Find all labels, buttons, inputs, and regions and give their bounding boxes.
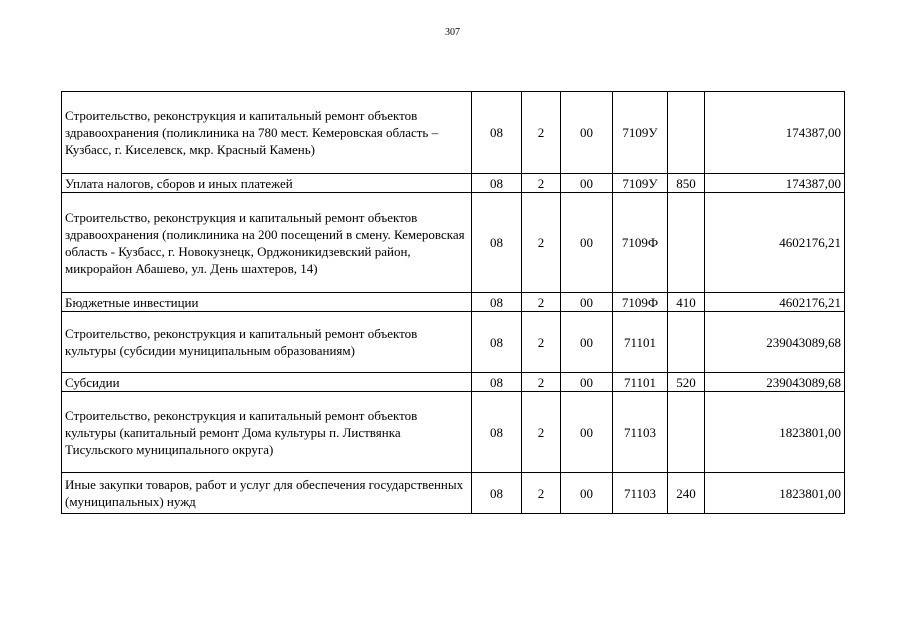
- amount: 174387,00: [705, 92, 845, 174]
- target-code: 7109У: [613, 174, 668, 193]
- program-code: 2: [522, 392, 561, 473]
- section-code: 08: [472, 373, 522, 392]
- row-name: Строительство, реконструкция и капитальный ремонт объектов культуры (субсидии муниципальным образованиям): [62, 312, 472, 373]
- subprogram-code: 00: [561, 193, 613, 293]
- target-code: 71103: [613, 473, 668, 514]
- section-code: 08: [472, 473, 522, 514]
- subprogram-code: 00: [561, 92, 613, 174]
- page-number: 307: [445, 27, 460, 38]
- expense-type-code: [668, 92, 705, 174]
- subprogram-code: 00: [561, 392, 613, 473]
- amount: 4602176,21: [705, 293, 845, 312]
- table-row: [62, 92, 845, 174]
- row-name: Бюджетные инвестиции: [62, 293, 472, 312]
- program-code: 2: [522, 174, 561, 193]
- amount: 239043089,68: [705, 373, 845, 392]
- target-code: 7109Ф: [613, 193, 668, 293]
- expense-type-code: 520: [668, 373, 705, 392]
- target-code: 71101: [613, 312, 668, 373]
- subprogram-code: 00: [561, 373, 613, 392]
- table-row: [62, 373, 845, 392]
- target-code: 7109Ф: [613, 293, 668, 312]
- row-name: Строительство, реконструкция и капитальный ремонт объектов здравоохранения (поликлиника на 780 мест. Кемеровская область – Кузбасс, г. Киселевск, мкр. Красный Камень): [62, 92, 472, 174]
- row-name: Строительство, реконструкция и капитальный ремонт объектов здравоохранения (поликлиника на 200 посещений в смену. Кемеровская область - Кузбасс, г. Новокузнецк, Орджоникидзевский район, микрорайон Абашево, ул. День шахтеров, 14): [62, 193, 472, 293]
- subprogram-code: 00: [561, 473, 613, 514]
- amount: 174387,00: [705, 174, 845, 193]
- program-code: 2: [522, 92, 561, 174]
- expense-type-code: 410: [668, 293, 705, 312]
- target-code: 71101: [613, 373, 668, 392]
- table-row: [62, 312, 845, 373]
- target-code: 7109У: [613, 92, 668, 174]
- section-code: 08: [472, 92, 522, 174]
- amount: 1823801,00: [705, 473, 845, 514]
- table-row: [62, 473, 845, 514]
- section-code: 08: [472, 312, 522, 373]
- section-code: 08: [472, 193, 522, 293]
- table-row: [62, 293, 845, 312]
- program-code: 2: [522, 473, 561, 514]
- expense-type-code: [668, 193, 705, 293]
- table-row: [62, 193, 845, 293]
- target-code: 71103: [613, 392, 668, 473]
- expense-type-code: [668, 312, 705, 373]
- subprogram-code: 00: [561, 174, 613, 193]
- program-code: 2: [522, 373, 561, 392]
- amount: 1823801,00: [705, 392, 845, 473]
- amount: 4602176,21: [705, 193, 845, 293]
- section-code: 08: [472, 392, 522, 473]
- section-code: 08: [472, 174, 522, 193]
- program-code: 2: [522, 312, 561, 373]
- amount: 239043089,68: [705, 312, 845, 373]
- subprogram-code: 00: [561, 312, 613, 373]
- expense-type-code: 240: [668, 473, 705, 514]
- expense-type-code: 850: [668, 174, 705, 193]
- budget-table: [61, 91, 845, 514]
- table-row: [62, 174, 845, 193]
- row-name: Уплата налогов, сборов и иных платежей: [62, 174, 472, 193]
- section-code: 08: [472, 293, 522, 312]
- row-name: Субсидии: [62, 373, 472, 392]
- row-name: Иные закупки товаров, работ и услуг для обеспечения государственных (муниципальных) нужд: [62, 473, 472, 514]
- program-code: 2: [522, 293, 561, 312]
- table-row: [62, 392, 845, 473]
- expense-type-code: [668, 392, 705, 473]
- subprogram-code: 00: [561, 293, 613, 312]
- program-code: 2: [522, 193, 561, 293]
- row-name: Строительство, реконструкция и капитальный ремонт объектов культуры (капитальный ремонт Дома культуры п. Листвянка Тисульского муниципального округа): [62, 392, 472, 473]
